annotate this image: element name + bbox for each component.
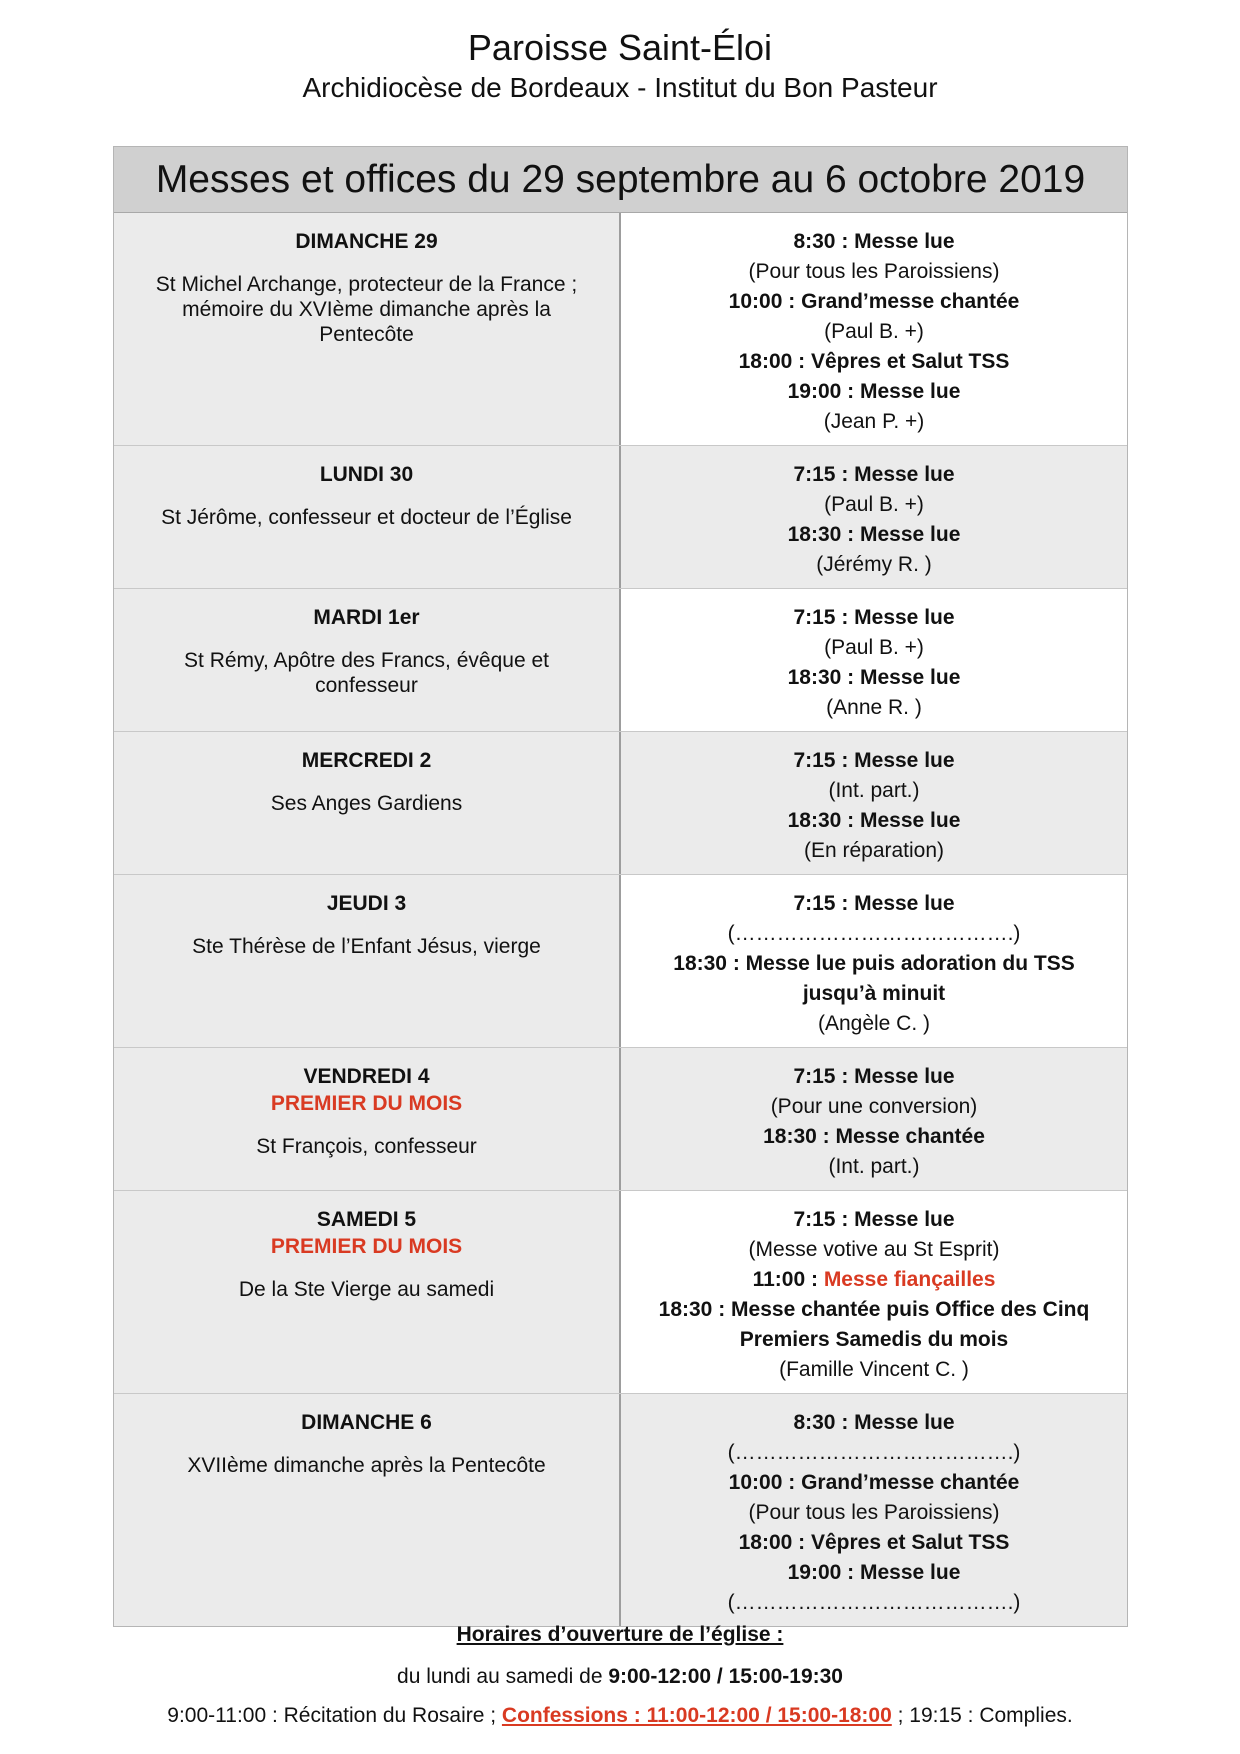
mass-line xyxy=(635,347,1113,377)
mass-separator: : xyxy=(805,1268,824,1291)
day-cell xyxy=(114,1191,621,1393)
mass-separator: : xyxy=(841,1561,860,1584)
mass-time: 19:00 xyxy=(787,380,842,403)
mass-time: 18:00 xyxy=(738,1531,793,1554)
mass-description: Messe lue xyxy=(854,1411,955,1434)
mass-time: 18:30 xyxy=(787,809,842,832)
mass-separator: : xyxy=(792,1531,811,1554)
day-name: MARDI 1er xyxy=(313,606,420,629)
mass-intention: (Paul B. +) xyxy=(824,320,924,343)
schedule-rows xyxy=(114,213,1127,1626)
church-opening-hours xyxy=(0,1662,1240,1692)
day-note: PREMIER DU MOIS xyxy=(270,1092,463,1115)
mass-intention: (Famille Vincent C. ) xyxy=(779,1358,969,1381)
schedule-row xyxy=(114,1190,1127,1393)
mass-line xyxy=(635,1468,1113,1498)
mass-description: Messe lue xyxy=(860,1561,961,1584)
mass-line xyxy=(635,949,1113,1009)
mass-line xyxy=(635,377,1113,407)
masses-cell xyxy=(621,1394,1127,1626)
mass-intention: (………………………………….) xyxy=(727,922,1021,945)
mass-intention: (………………………………….) xyxy=(727,1441,1021,1464)
mass-separator: : xyxy=(782,1471,802,1494)
schedule-row xyxy=(114,1393,1127,1626)
opening-hours-prefix: du lundi au samedi de xyxy=(397,1665,609,1688)
parish-title: Paroisse Saint-Éloi xyxy=(467,27,773,68)
mass-description: Grand’messe chantée xyxy=(801,1471,1020,1494)
mass-separator: : xyxy=(835,1411,855,1434)
schedule-row xyxy=(114,1047,1127,1190)
feast-description: St François, confesseur xyxy=(256,1135,477,1158)
mass-time: 8:30 xyxy=(793,230,836,253)
schedule-title: Messes et offices du 29 septembre au 6 octobre 2019 xyxy=(114,147,1127,213)
mass-description: Grand’messe chantée xyxy=(801,290,1020,313)
mass-intention: (Paul B. +) xyxy=(824,636,924,659)
rosary-schedule: 9:00-11:00 : Récitation du Rosaire ; xyxy=(167,1704,502,1727)
mass-line xyxy=(635,1558,1113,1588)
mass-time: 10:00 xyxy=(728,290,783,313)
mass-separator: : xyxy=(712,1298,732,1321)
mass-line xyxy=(635,287,1113,317)
mass-description: Messe lue xyxy=(854,892,955,915)
mass-intention: (Messe votive au St Esprit) xyxy=(748,1238,1000,1261)
mass-description: Messe lue xyxy=(854,230,955,253)
parish-subtitle: Archidiocèse de Bordeaux - Institut du Bon Pasteur xyxy=(302,72,938,103)
mass-intention: (………………………………….) xyxy=(727,1591,1021,1614)
day-cell xyxy=(114,446,621,588)
mass-line xyxy=(635,1295,1113,1355)
mass-time: 7:15 xyxy=(793,1065,836,1088)
mass-line xyxy=(635,1265,1113,1295)
day-cell xyxy=(114,732,621,874)
daily-activities xyxy=(0,1701,1240,1731)
mass-description: Messe lue xyxy=(854,606,955,629)
mass-line xyxy=(635,1528,1113,1558)
schedule-row xyxy=(114,213,1127,445)
day-cell xyxy=(114,1048,621,1190)
masses-cell xyxy=(621,213,1127,445)
mass-separator: : xyxy=(835,230,855,253)
mass-time: 18:30 xyxy=(673,952,727,975)
day-name: DIMANCHE 6 xyxy=(301,1411,432,1434)
day-name: JEUDI 3 xyxy=(326,892,407,915)
mass-intention: (Pour tous les Paroissiens) xyxy=(748,260,1000,283)
compline-schedule: ; 19:15 : Complies. xyxy=(891,1704,1073,1727)
mass-separator: : xyxy=(841,666,860,689)
mass-description: Messe lue xyxy=(860,380,961,403)
schedule-row xyxy=(114,874,1127,1047)
mass-separator: : xyxy=(835,892,855,915)
masses-cell xyxy=(621,589,1127,731)
mass-line xyxy=(635,603,1113,633)
mass-time: 7:15 xyxy=(793,892,836,915)
mass-line xyxy=(635,806,1113,836)
masses-cell xyxy=(621,1191,1127,1393)
day-cell xyxy=(114,213,621,445)
mass-separator: : xyxy=(841,809,860,832)
mass-time: 19:00 xyxy=(787,1561,842,1584)
day-name: DIMANCHE 29 xyxy=(295,230,438,253)
schedule-row xyxy=(114,731,1127,874)
mass-separator: : xyxy=(816,1125,836,1148)
day-name: VENDREDI 4 xyxy=(303,1065,430,1088)
feast-description: Ses Anges Gardiens xyxy=(270,792,463,815)
mass-description: Vêpres et Salut TSS xyxy=(810,1531,1010,1554)
mass-intention: (Anne R. ) xyxy=(826,696,922,719)
mass-description: Messe chantée xyxy=(835,1125,985,1148)
mass-intention: (Paul B. +) xyxy=(824,493,924,516)
mass-description: Messe lue xyxy=(854,1065,955,1088)
day-cell xyxy=(114,589,621,731)
mass-line xyxy=(635,746,1113,776)
mass-time: 18:00 xyxy=(738,350,793,373)
mass-time: 18:30 xyxy=(658,1298,713,1321)
mass-intention: (En réparation) xyxy=(803,839,945,862)
mass-time: 18:30 xyxy=(763,1125,817,1148)
mass-line xyxy=(635,227,1113,257)
masses-cell xyxy=(621,875,1127,1047)
mass-intention: (Jean P. +) xyxy=(823,410,925,433)
mass-time: 7:15 xyxy=(793,1208,836,1231)
day-cell xyxy=(114,875,621,1047)
mass-time: 8:30 xyxy=(793,1411,836,1434)
mass-time: 11:00 xyxy=(752,1268,806,1291)
day-name: SAMEDI 5 xyxy=(316,1208,417,1231)
mass-intention: (Pour tous les Paroissiens) xyxy=(748,1501,1000,1524)
mass-separator: : xyxy=(835,606,855,629)
mass-time: 18:30 xyxy=(787,523,842,546)
feast-description: De la Ste Vierge au samedi xyxy=(238,1278,495,1301)
mass-time: 7:15 xyxy=(793,606,836,629)
mass-description: Messe lue xyxy=(854,463,955,486)
mass-line xyxy=(635,1062,1113,1092)
mass-description: Vêpres et Salut TSS xyxy=(810,350,1010,373)
mass-separator: : xyxy=(726,952,746,975)
feast-description: Ste Thérèse de l’Enfant Jésus, vierge xyxy=(192,935,541,958)
feast-description: St Michel Archange, protecteur de la France ; mémoire du XVIème dimanche après la Pentecôte xyxy=(155,273,578,346)
day-cell xyxy=(114,1394,621,1626)
mass-description: Messe lue xyxy=(854,749,955,772)
mass-intention: (Angèle C. ) xyxy=(817,1012,931,1035)
mass-time: 10:00 xyxy=(728,1471,783,1494)
mass-line xyxy=(635,1408,1113,1438)
masses-cell xyxy=(621,1048,1127,1190)
mass-description: Messe chantée puis Office des Cinq Premiers Samedis du mois xyxy=(731,1298,1090,1351)
mass-time: 7:15 xyxy=(793,463,836,486)
feast-description: St Rémy, Apôtre des Francs, évêque et confesseur xyxy=(184,649,549,697)
mass-line xyxy=(635,520,1113,550)
mass-line xyxy=(635,1205,1113,1235)
mass-description: Messe lue puis adoration du TSS jusqu’à minuit xyxy=(745,952,1075,1005)
mass-description: Messe lue xyxy=(860,666,961,689)
schedule-row xyxy=(114,588,1127,731)
mass-schedule-table xyxy=(113,146,1128,1627)
mass-highlight: Messe fiançailles xyxy=(823,1268,996,1291)
mass-description: Messe lue xyxy=(854,1208,955,1231)
schedule-row xyxy=(114,445,1127,588)
mass-line xyxy=(635,1122,1113,1152)
mass-separator: : xyxy=(841,380,860,403)
mass-line xyxy=(635,889,1113,919)
mass-separator: : xyxy=(835,749,855,772)
feast-description: XVIIème dimanche après la Pentecôte xyxy=(187,1454,546,1477)
mass-intention: (Int. part.) xyxy=(828,1155,920,1178)
church-opening-hours-title: Horaires d’ouverture de l’église : xyxy=(456,1623,784,1646)
day-name: LUNDI 30 xyxy=(319,463,414,486)
feast-description: St Jérôme, confesseur et docteur de l’Église xyxy=(161,506,572,529)
mass-separator: : xyxy=(782,290,802,313)
masses-cell xyxy=(621,446,1127,588)
mass-time: 18:30 xyxy=(787,666,842,689)
mass-separator: : xyxy=(841,523,860,546)
mass-separator: : xyxy=(835,1208,855,1231)
mass-line xyxy=(635,460,1113,490)
confessions-hours: Confessions : 11:00-12:00 / 15:00-18:00 xyxy=(501,1704,892,1727)
mass-separator: : xyxy=(792,350,811,373)
day-note: PREMIER DU MOIS xyxy=(270,1235,463,1258)
day-name: MERCREDI 2 xyxy=(301,749,432,772)
mass-line xyxy=(635,663,1113,693)
mass-intention: (Jérémy R. ) xyxy=(816,553,932,576)
masses-cell xyxy=(621,732,1127,874)
mass-time: 7:15 xyxy=(793,749,836,772)
opening-hours-value: 9:00-12:00 / 15:00-19:30 xyxy=(608,1665,843,1688)
mass-intention: (Int. part.) xyxy=(828,779,920,802)
mass-description: Messe lue xyxy=(860,523,961,546)
mass-separator: : xyxy=(835,1065,855,1088)
mass-intention: (Pour une conversion) xyxy=(770,1095,978,1118)
mass-description: Messe lue xyxy=(860,809,961,832)
mass-separator: : xyxy=(835,463,855,486)
